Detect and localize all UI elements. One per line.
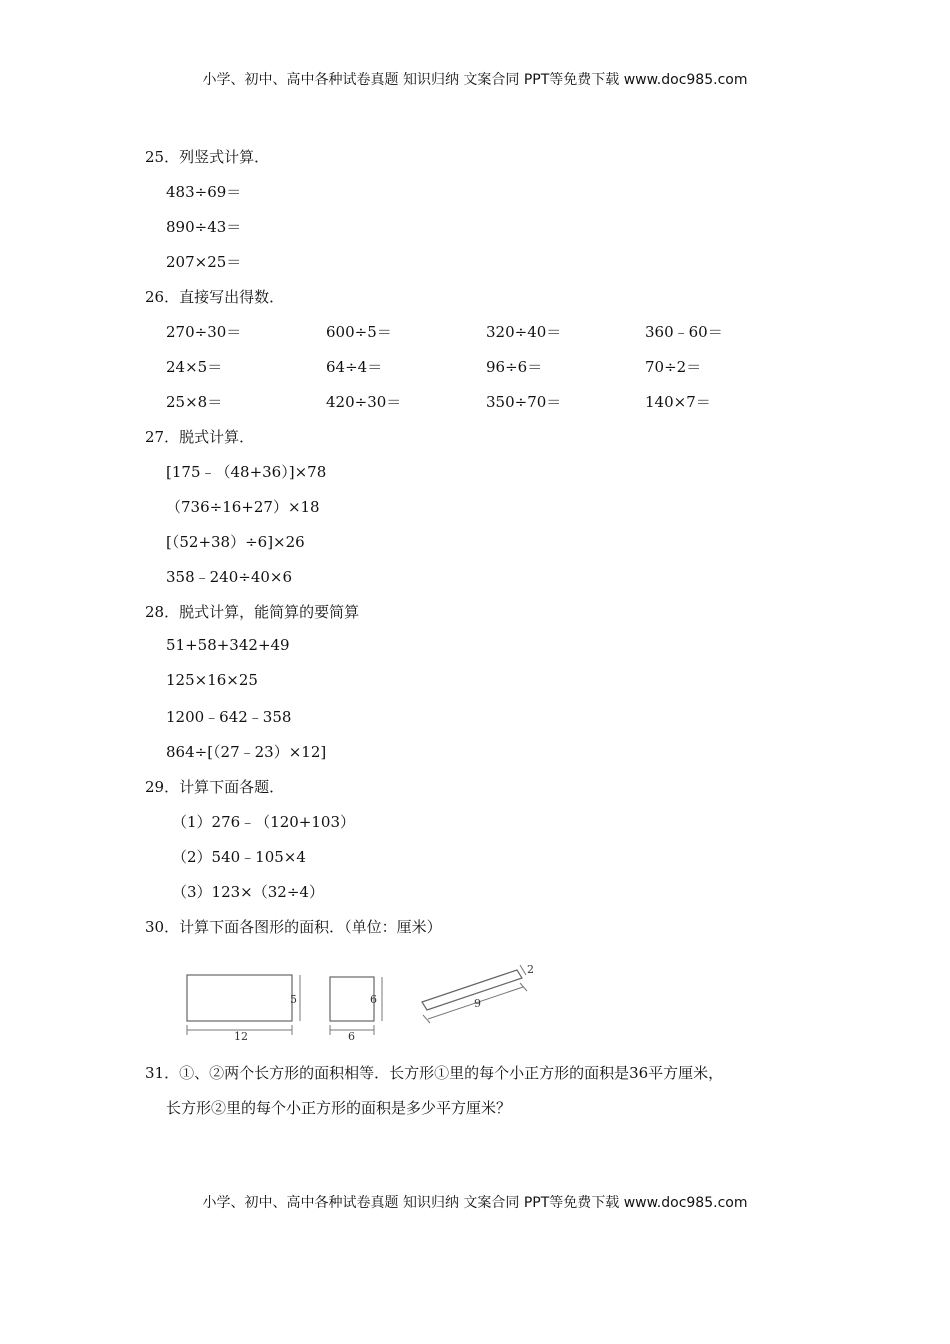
rectangle-figure	[187, 975, 300, 1040]
q29-item-3: （3）123×（32÷4）	[172, 883, 324, 901]
q26-cell: 600÷5＝	[326, 323, 392, 341]
q25-item-1: 483÷69＝	[166, 183, 242, 201]
page-header: 小学、初中、高中各种试卷真题 知识归纳 文案合同 PPT等免费下载 www.doc985.com	[202, 72, 748, 88]
q28-item-3: 1200﹣642﹣358	[166, 708, 292, 726]
q26-cell: 420÷30＝	[326, 393, 402, 411]
q28-item-4: 864÷[（27﹣23）×12]	[166, 743, 327, 761]
q31-line-2: 长方形②里的每个小正方形的面积是多少平方厘米？	[166, 1099, 512, 1117]
q27-item-4: 358﹣240÷40×6	[166, 568, 293, 586]
q27-item-1: [175﹣（48+36）]×78	[166, 463, 327, 481]
q26-cell: 360﹣60＝	[645, 323, 723, 341]
square-width-label: 6	[348, 1030, 355, 1040]
rect-height-label: 5	[290, 993, 297, 1006]
q26-cell: 350÷70＝	[486, 393, 562, 411]
q26-title: 26．直接写出得数．	[145, 288, 285, 306]
q29-item-1: （1）276﹣（120+103）	[172, 813, 356, 831]
square-figure	[330, 977, 382, 1040]
square-height-label: 6	[370, 993, 377, 1006]
q27-title: 27．脱式计算．	[145, 428, 255, 446]
q26-cell: 25×8＝	[166, 393, 223, 411]
q26-cell: 24×5＝	[166, 358, 223, 376]
q30-title: 30．计算下面各图形的面积．（单位：厘米）	[145, 918, 442, 936]
q29-item-2: （2）540﹣105×4	[172, 848, 306, 866]
q28-item-2: 125×16×25	[166, 671, 258, 689]
q26-cell: 270÷30＝	[166, 323, 242, 341]
parallelogram-base-label: 9	[474, 997, 481, 1010]
parallelogram-figure	[422, 963, 534, 1023]
q26-cell: 140×7＝	[645, 393, 711, 411]
q27-item-2: （736÷16+27）×18	[166, 498, 320, 516]
q27-item-3: [（52+38）÷6]×26	[166, 533, 305, 551]
q26-cell: 96÷6＝	[486, 358, 543, 376]
q30-figures	[170, 945, 550, 1040]
q28-title: 28．脱式计算，能简算的要简算	[145, 603, 360, 621]
q25-title: 25．列竖式计算．	[145, 148, 270, 166]
rect-width-label: 12	[234, 1030, 248, 1040]
q25-item-2: 890÷43＝	[166, 218, 242, 236]
q26-cell: 320÷40＝	[486, 323, 562, 341]
q28-item-1: 51+58+342+49	[166, 636, 290, 654]
parallelogram-height-label: 2	[527, 963, 534, 976]
q31-line-1: 31．①、②两个长方形的面积相等．长方形①里的每个小正方形的面积是36平方厘米，	[145, 1064, 724, 1082]
page-footer: 小学、初中、高中各种试卷真题 知识归纳 文案合同 PPT等免费下载 www.doc985.com	[202, 1195, 748, 1211]
q29-title: 29．计算下面各题．	[145, 778, 285, 796]
q26-cell: 70÷2＝	[645, 358, 702, 376]
q25-item-3: 207×25＝	[166, 253, 242, 271]
q26-cell: 64÷4＝	[326, 358, 383, 376]
